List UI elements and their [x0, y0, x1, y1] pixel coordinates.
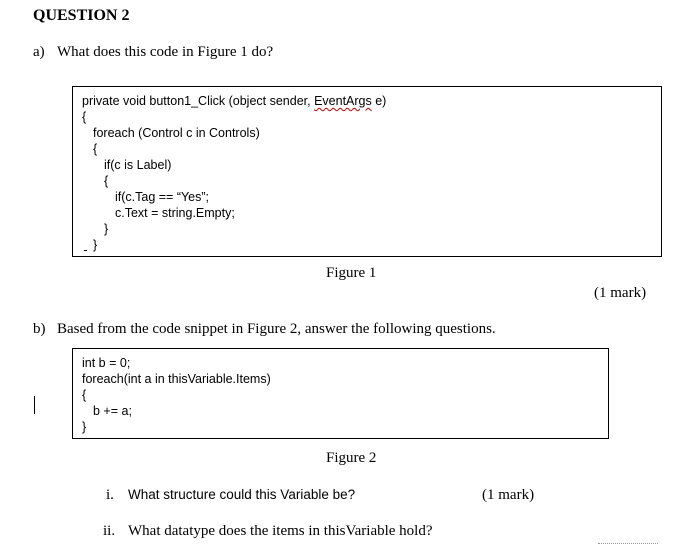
- figure-1-code-text: {: [82, 110, 87, 124]
- figure-1-code-text: if(c is Label): [104, 158, 172, 172]
- figure-2-code-text: {: [82, 388, 87, 402]
- figure-2-code-box: [72, 348, 609, 439]
- figure-1-code-line: [82, 189, 386, 205]
- figure-2-code-line: [82, 403, 271, 419]
- figure-2-code-line: [82, 387, 271, 403]
- figure-2-code-line: [82, 355, 271, 371]
- spellcheck-underlined-word: EventArgs: [314, 94, 372, 108]
- figure-2-code-text: int b = 0;: [82, 356, 131, 370]
- figure-1-code-line: [82, 125, 386, 141]
- part-a-text: What does this code in Figure 1 do?: [57, 44, 274, 60]
- figure-1-code-text: foreach (Control c in Controls): [93, 126, 260, 140]
- sub-question-ii-text: What datatype does the items in thisVariable hold?: [128, 523, 433, 539]
- page-edge-rule: [598, 543, 658, 544]
- figure-1-code-text: {: [93, 142, 98, 156]
- sub-question-ii: [103, 523, 433, 540]
- figure-1-code-line: [82, 109, 386, 125]
- figure-2-code-text: foreach(int a in thisVariable.Items): [82, 372, 271, 386]
- figure-2-code-line: [82, 371, 271, 387]
- figure-2-code: [82, 355, 271, 435]
- figure-1-code-line: [82, 237, 386, 253]
- figure-1-code-text: if(c.Tag == “Yes”;: [115, 190, 210, 204]
- figure-1-code: [82, 93, 386, 253]
- figure-1-code-text: e): [371, 94, 387, 108]
- figure-1-code-text: }: [93, 238, 98, 252]
- sub-question-i-marks: (1 mark): [482, 487, 535, 503]
- figure-1-code-text: }: [104, 222, 109, 236]
- figure-1-code-line: [82, 205, 386, 221]
- figure-1-caption: Figure 1: [326, 265, 377, 281]
- figure-1-code-text: c.Text = string.Empty;: [115, 206, 235, 220]
- part-a-question: [33, 44, 273, 61]
- sub-question-i: [106, 487, 355, 504]
- part-a-label: a): [33, 44, 45, 60]
- part-b-label: b): [33, 321, 46, 337]
- sub-question-i-label: i.: [106, 487, 114, 503]
- figure-2-caption: Figure 2: [326, 450, 377, 466]
- figure-1-code-line: [82, 173, 386, 189]
- part-a-marks: (1 mark): [594, 285, 647, 301]
- part-b-question: [33, 321, 496, 338]
- figure-2-code-text: }: [82, 420, 87, 434]
- figure-1-code-line: [82, 157, 386, 173]
- figure-2-code-line: [82, 419, 271, 435]
- stray-mark: [84, 250, 87, 251]
- figure-1-code-line: [82, 141, 386, 157]
- question-heading: QUESTION 2: [33, 7, 130, 24]
- text-cursor: [34, 396, 35, 414]
- figure-1-code-box: [72, 86, 662, 257]
- figure-1-code-line: [82, 221, 386, 237]
- figure-1-code-line: [82, 93, 386, 109]
- sub-question-i-text: What structure could this Variable be?: [128, 487, 356, 502]
- sub-question-ii-label: ii.: [103, 523, 116, 539]
- figure-1-code-text: {: [104, 174, 109, 188]
- figure-1-code-text: private void button1_Click (object sender,: [82, 94, 315, 108]
- figure-2-code-text: b += a;: [93, 404, 132, 418]
- part-b-text: Based from the code snippet in Figure 2, answer the following questions.: [57, 321, 496, 337]
